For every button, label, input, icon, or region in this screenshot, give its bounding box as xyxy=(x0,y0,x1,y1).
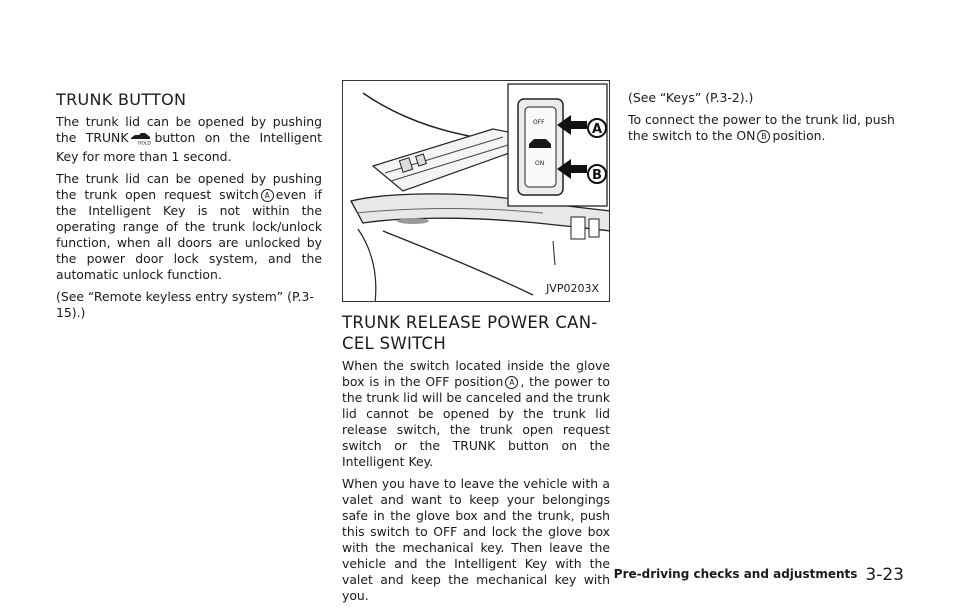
paragraph-valet: When you have to leave the vehicle with a valet and want to keep your belongings safe in the glove box and the trunk, push this switch to OFF and lock the glove box with the mechanical key. Then leave the vehicle and the Intelligent Key with the valet and keep the mechanical key with you. xyxy=(342,476,610,603)
marker-b: B xyxy=(757,130,770,143)
left-column xyxy=(56,90,322,327)
switch-on-label: ON xyxy=(535,160,545,167)
paragraph-switch-off: When the switch located inside the glove box is in the OFF position A , the power to the trunk lid will be canceled and the trunk lid cannot be opened by the trunk lid release switch, the trunk open request switch or the TRUNK button on the Intelligent Key. xyxy=(342,358,610,469)
section-heading-trunk-button: TRUNK BUTTON xyxy=(56,90,187,109)
paragraph-trunk-open-request: The trunk lid can be opened by pushing the trunk open request switch A even if the Intelligent Key is not within the operating range of the trunk lock/unlock function, when all doors are unlocked by the power door lock system, and the automatic unlock function. xyxy=(56,171,322,282)
glove-box-switch-illustration-icon xyxy=(343,81,610,302)
paragraph-see-remote-keyless: (See “Remote keyless entry system” (P.3-15).) xyxy=(56,289,314,320)
right-column xyxy=(628,90,900,150)
glove-box-switch-figure xyxy=(342,80,610,302)
switch-off-label: OFF xyxy=(533,119,545,126)
paragraph-switch-on: To connect the power to the trunk lid, push the switch to the ON B position. xyxy=(628,112,895,143)
footer-section-title: Pre-driving checks and adjustments xyxy=(613,567,858,581)
figure-code: JVP0203X xyxy=(546,282,599,295)
paragraph-trunk-button: The trunk lid can be opened by pushing the TRUNK HOLD button on the Intelligent Key for more than 1 second. xyxy=(56,114,323,164)
paragraph-see-keys: (See “Keys” (P.3-2).) xyxy=(628,90,754,105)
section-heading-power-cancel-switch: TRUNK RELEASE POWER CAN-CEL SWITCH xyxy=(342,313,598,353)
middle-column xyxy=(342,80,610,610)
trunk-key-icon xyxy=(130,131,152,149)
svg-text:HOLD: HOLD xyxy=(138,141,152,145)
figure-label-b: B xyxy=(592,168,602,183)
page-footer xyxy=(614,565,904,585)
page-number: 3-23 xyxy=(865,565,904,585)
figure-label-a: A xyxy=(592,122,603,137)
marker-a: A xyxy=(505,376,518,389)
marker-a: A xyxy=(261,189,274,202)
